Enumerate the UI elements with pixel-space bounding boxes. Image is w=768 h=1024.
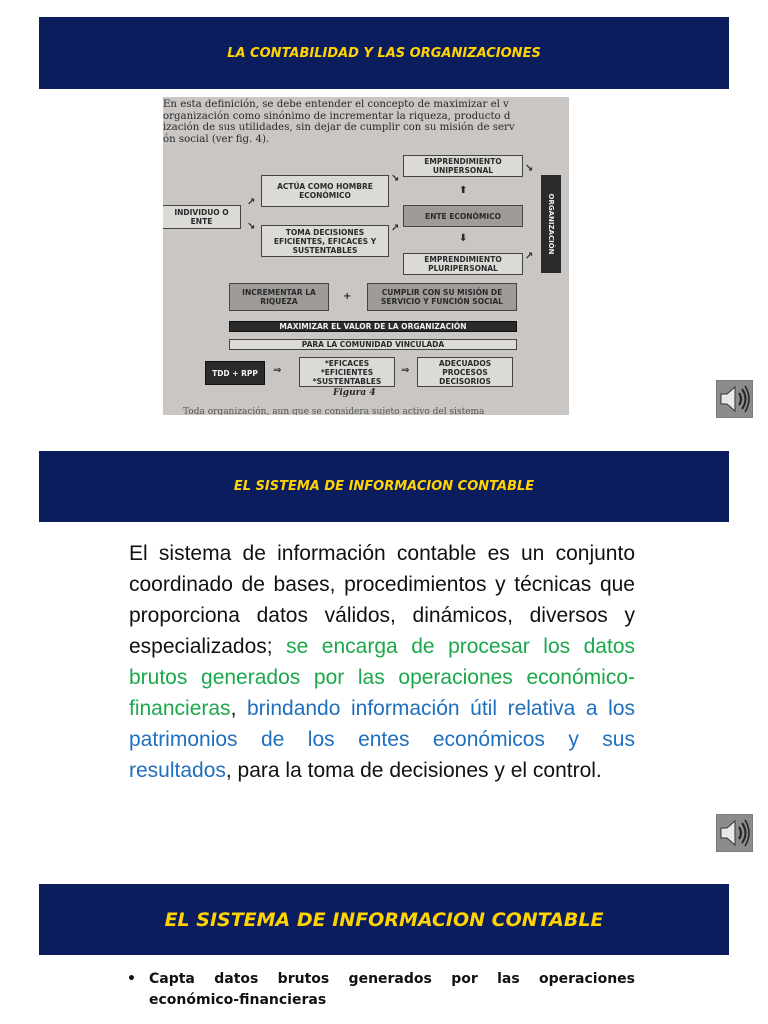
plus-sign: + (343, 291, 352, 302)
arrow-down-icon: ⬇ (459, 233, 468, 244)
arrow-icon: ↘ (525, 163, 534, 174)
paragraph-text: , para la toma de decisiones y el control. (225, 759, 602, 782)
box-eficaces: *EFICACES *EFICIENTES *SUSTENTABLES (299, 357, 395, 387)
main-paragraph (129, 538, 635, 786)
arrow-icon: ↘ (391, 173, 400, 184)
paragraph-blue-text: brindando información útil relativa a los patrimonios de los entes económicos y sus resultados (129, 697, 636, 782)
box-incrementar: INCREMENTAR LA RIQUEZA (229, 283, 329, 311)
slide-title: EL SISTEMA DE INFORMACION CONTABLE (164, 908, 604, 931)
figure-line: En esta definición, se debe entender el concepto de maximizar el v (163, 99, 509, 110)
bullet-text: Capta datos brutos generados por las operaciones económico-financieras (149, 971, 635, 1008)
box-individuo: INDIVIDUO O ENTE (163, 205, 241, 229)
speaker-icon[interactable] (716, 814, 753, 852)
arrow-icon: ↗ (247, 197, 256, 208)
speaker-icon[interactable] (716, 380, 753, 418)
paragraph-text: El sistema de información contable es un conjunto coordinado de bases, procedimientos y técnicas que proporciona datos válidos, dinámicos, diversos y especializados; (129, 542, 635, 658)
bullet-dot: • (127, 971, 136, 987)
box-actua: ACTÚA COMO HOMBRE ECONÓMICO (261, 175, 389, 207)
box-empr-pluri: EMPRENDIMIENTO PLURIPERSONAL (403, 253, 523, 275)
slide-title-banner (39, 451, 729, 522)
figure-paragraph (163, 99, 569, 145)
bullet-item (127, 969, 635, 1011)
slide-title: EL SISTEMA DE INFORMACION CONTABLE (233, 479, 535, 494)
box-tdd: TDD + RPP (205, 361, 265, 385)
org-label: ORGANIZACIÓN (547, 193, 555, 255)
box-ente: ENTE ECONÓMICO (403, 205, 523, 227)
slide-title: LA CONTABILIDAD Y LAS ORGANIZACIONES (227, 45, 541, 61)
arrow-icon: ↗ (525, 251, 534, 262)
box-cumplir: CUMPLIR CON SU MISIÓN DE SERVICIO Y FUNCIÓN SOCIAL (367, 283, 517, 311)
arrow-right-icon: ⇒ (401, 365, 410, 376)
org-bar (541, 175, 561, 273)
figure-bottom-text: Toda organización, aun que se considera sujeto activo del sistema (183, 407, 485, 415)
figure-line: ización de sus utilidades, sin dejar de cumplir con su misión de serv (163, 122, 515, 134)
figure-photo (163, 97, 569, 415)
box-empr-uni: EMPRENDIMIENTO UNIPERSONAL (403, 155, 523, 177)
figure-line: organización como sinónimo de incrementar la riqueza, producto d (163, 110, 511, 122)
box-maximizar: MAXIMIZAR EL VALOR DE LA ORGANIZACIÓN (229, 321, 517, 332)
arrow-icon: ↘ (247, 221, 256, 232)
paragraph-green-text: se encarga de procesar los datos brutos generados por las operaciones económico-financieras (129, 635, 636, 720)
slide-title-banner (39, 17, 729, 89)
figure-caption: Figura 4 (333, 388, 376, 398)
paragraph-text: , (230, 697, 247, 720)
box-toma: TOMA DECISIONES EFICIENTES, EFICACES Y SUSTENTABLES (261, 225, 389, 257)
figure-line: ón social (ver fig. 4). (163, 133, 270, 145)
arrow-icon: ↗ (391, 223, 400, 234)
slide-title-banner (39, 884, 729, 955)
arrow-up-icon: ⬆ (459, 185, 468, 196)
box-comunidad: PARA LA COMUNIDAD VINCULADA (229, 339, 517, 350)
arrow-right-icon: ⇒ (273, 365, 282, 376)
box-adecuados: ADECUADOS PROCESOS DECISORIOS (417, 357, 513, 387)
